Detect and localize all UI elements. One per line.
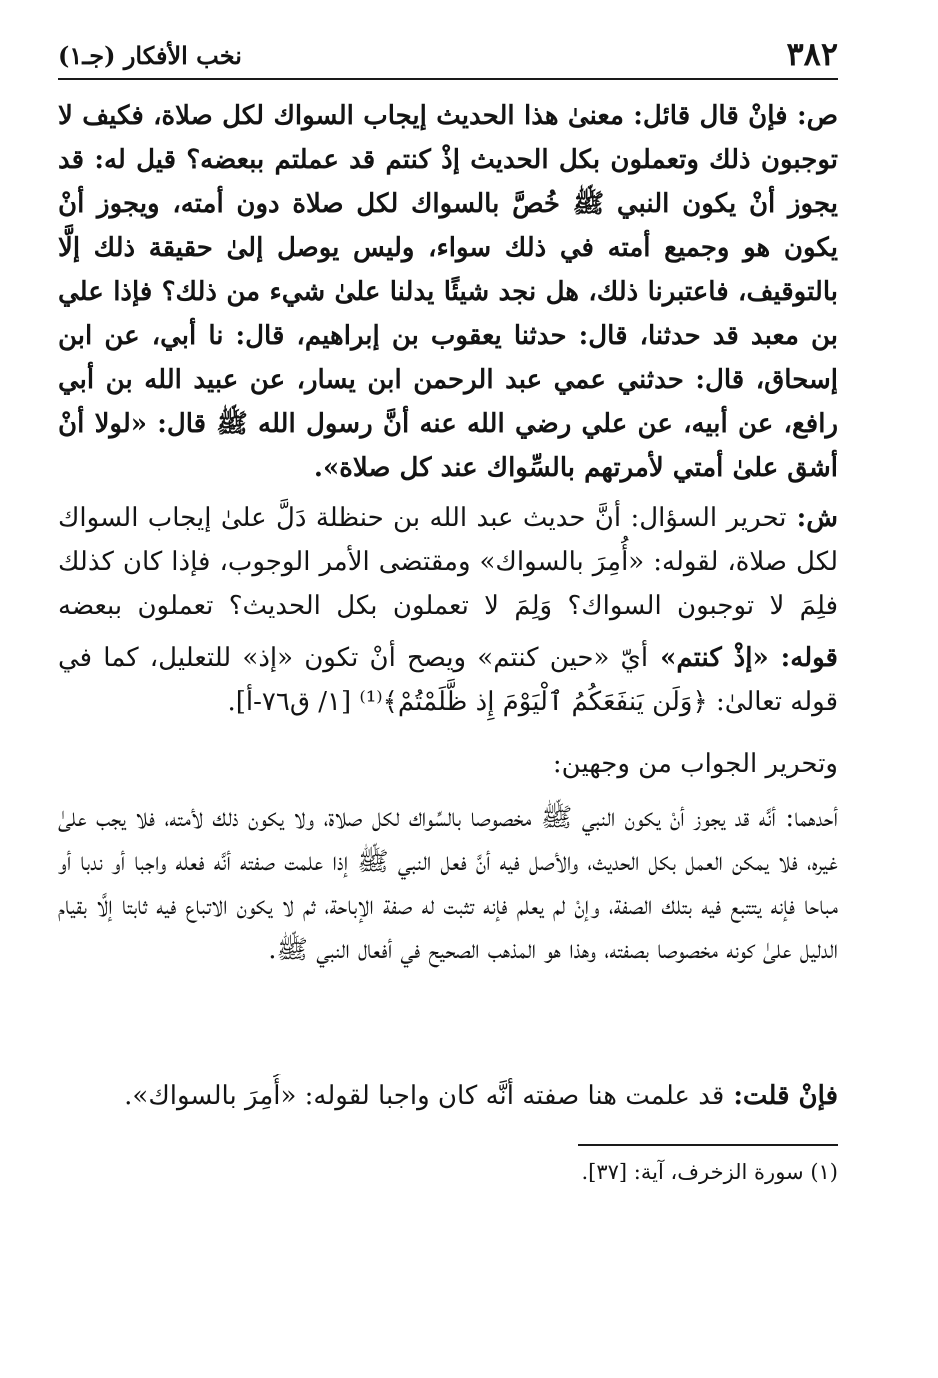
footnote: (١) سورة الزخرف، آية: [٣٧]. [581,1160,838,1184]
paragraph-shin-text: تحرير السؤال: أنَّ حديث عبد الله بن حنظلة دَلَّ علىٰ إيجاب السواك لكل صلاة، لقوله: «أُمِرَ بالسواك» ومقتضى الأمر الوجوب، فإذا كان كذلك فلِمَ لا توجبون السواك؟ وَلِمَ لا تعملون بكل الحديث؟ تعملون ببعضه [58,503,838,621]
footnote-divider [578,1144,838,1146]
paragraph-qawluhu-marker: قوله: «إذْ كنتم» [648,643,838,673]
paragraph-sad-text: فإنْ قال قائل: معنىٰ هذا الحديث إيجاب السواك لكل صلاة، فكيف لا توجبون ذلك وتعملون بكل الحديث إذْ كنتم قد عملتم ببعضه؟ قيل له: قد يجوز أنْ يكون النبي ﷺ خُصَّ بالسواك لكل صلاة دون أمته، ويجوز أنْ يكون هو وجميع أمته في ذلك سواء، وليس يوصل إلىٰ حقيقة ذلك إلَّا بالتوقيف، فاعتبرنا ذلك، هل نجد شيئًا يدلنا علىٰ شيء من ذلك؟ فإذا علي بن معبد قد حدثنا، قال: حدثنا يعقوب بن إبراهيم، قال: نا أبي، عن ابن إسحاق، قال: حدثني عمي عبد الرحمن ابن يسار، عن عبيد الله بن أبي رافع، عن أبيه، عن علي رضي الله عنه أنَّ رسول الله ﷺ قال: «لولا أنْ أشق علىٰ أمتي لأمرتهم بالسِّواك عند كل صلاة». [58,101,838,483]
paragraph-objection-marker: فإنْ قلت: [724,1081,838,1111]
paragraph-first-aspect [58,796,838,1060]
paragraph-first-aspect-text: أحدهما: أنَّه قد يجوز أنْ يكون النبي ﷺ مخصوصا بالسِّواك لكل صلاة، ولا يكون ذلك لأمته، فلا يجب علىٰ غيره، فلا يمكن العمل بكل الحديث، والأصل فيه أنَّ فعل النبي ﷺ إذا علمت صفته أنَّه فعله واجبا أو ندبا أو مباحا فإنه يتتبع فيه بتلك الصفة، وإنْ لم يعلم فإنه تثبت له صفة الإباحة، ثم لا يكون الاتباع فيه ثابتا إلَّا بقيام الدليل علىٰ كونه مخصوصا بصفته، وهذا هو المذهب الصحيح في أفعال النبي ﷺ. [58,803,838,965]
paragraph-shin [58,496,838,628]
paragraph-objection-text: قد علمت هنا صفته أنَّه كان واجبا لقوله: «أُمِرَ بالسواك». [124,1081,725,1111]
paragraph-objection [58,1074,838,1118]
page-number: ٣٨٢ [786,35,838,73]
book-page [58,30,838,1330]
paragraph-sad [58,94,838,490]
paragraph-answer-intro [58,742,838,786]
paragraph-shin-marker: ش: [786,503,838,533]
page-header [58,30,838,82]
paragraph-qawluhu-text: أيّ «حين كنتم» ويصح أنْ تكون «إذ» للتعليل، كما في قوله تعالىٰ: ﴿وَلَن يَنفَعَكُمُ ٱلْيَوْمَ إِذ ظَّلَمْتُمْ﴾⁽¹⁾ [١/ ق٧٦-أ]. [58,643,838,717]
paragraph-sad-marker: ص: [787,101,838,131]
paragraph-qawluhu [58,636,838,726]
paragraph-answer-intro-text: وتحرير الجواب من وجهين: [552,749,838,779]
header-divider [58,78,838,80]
running-title: نخب الأفكار (جـ١) [58,41,242,70]
